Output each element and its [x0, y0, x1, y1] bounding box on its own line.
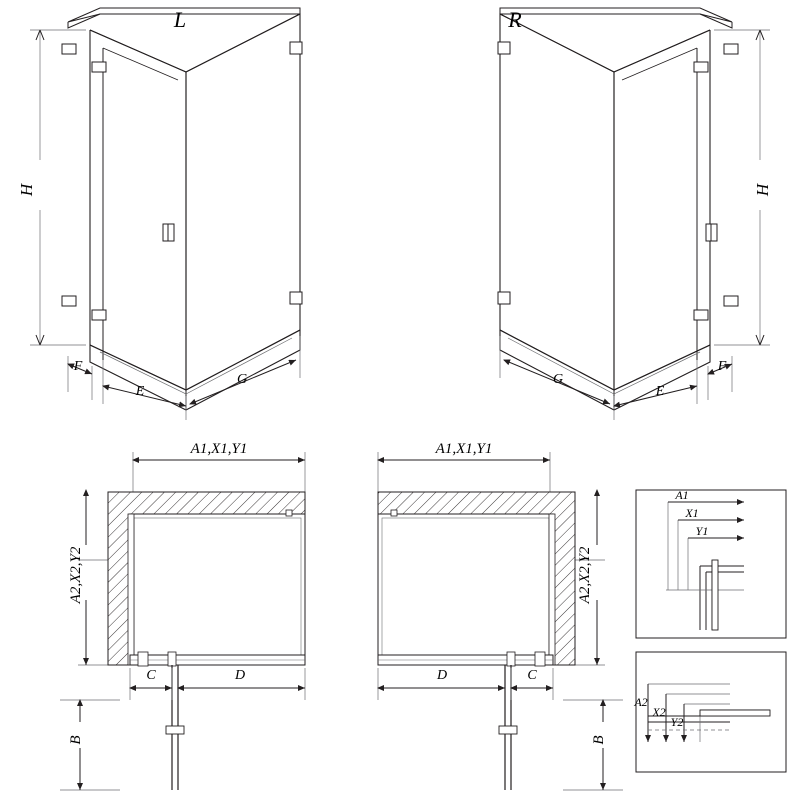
- label-a1: A1: [675, 488, 689, 502]
- label-height-left: H: [17, 183, 36, 197]
- label-g-left: G: [236, 372, 248, 387]
- label-b-left: B: [68, 735, 84, 745]
- label-handing-left: L: [173, 7, 187, 32]
- perspective-view-right: [498, 8, 770, 420]
- plan-view-left: [60, 452, 305, 790]
- label-g-right: G: [552, 372, 564, 387]
- label-side-dim-right: A2,X2,Y2: [577, 546, 593, 604]
- label-handing-right: R: [508, 7, 522, 32]
- detail-upper: [636, 490, 786, 638]
- label-y1: Y1: [695, 524, 709, 538]
- label-c-left: C: [146, 668, 156, 683]
- label-height-right: H: [753, 183, 772, 197]
- label-f-right: F: [717, 359, 727, 374]
- label-top-dim-right: A1,X1,Y1: [435, 441, 493, 457]
- perspective-view-left: [30, 8, 302, 420]
- label-y2: Y2: [670, 715, 684, 729]
- label-f-left: F: [73, 359, 83, 374]
- label-side-dim-left: A2,X2,Y2: [68, 546, 84, 604]
- label-c-right: C: [527, 668, 537, 683]
- plan-view-right: [378, 452, 623, 790]
- label-x2: X2: [652, 705, 666, 719]
- label-e-right: E: [655, 384, 665, 399]
- label-d-left: D: [234, 668, 246, 683]
- label-b-right: B: [591, 735, 607, 745]
- label-a2: A2: [634, 695, 648, 709]
- label-d-right: D: [436, 668, 448, 683]
- label-x1: X1: [685, 506, 699, 520]
- label-e-left: E: [135, 384, 145, 399]
- label-top-dim-left: A1,X1,Y1: [190, 441, 248, 457]
